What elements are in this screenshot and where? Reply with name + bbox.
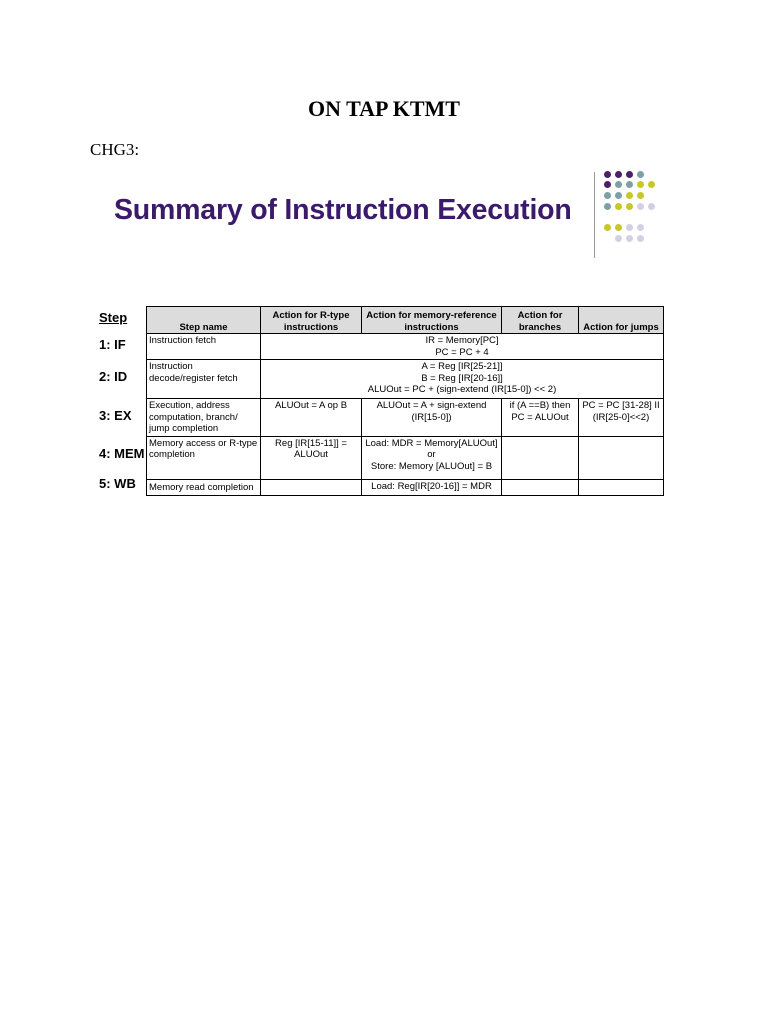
cell-step-name: Instruction decode/register fetch bbox=[147, 360, 261, 399]
deco-dot bbox=[626, 235, 633, 242]
table-row-mem bbox=[147, 436, 664, 479]
cell-wb-branch-empty bbox=[502, 479, 579, 495]
cell-line: Reg [IR[15-11]] = bbox=[275, 437, 347, 449]
cell-line: PC = PC [31-28] II bbox=[582, 400, 660, 411]
deco-dot bbox=[626, 181, 633, 188]
cell-line: A = Reg [IR[25-21]] bbox=[421, 361, 503, 372]
header-rtype: Action for R-type instructions bbox=[261, 307, 362, 334]
deco-dot bbox=[615, 181, 622, 188]
cell-wb-rtype-empty bbox=[261, 479, 362, 495]
deco-dot bbox=[615, 224, 622, 231]
table-row-id bbox=[147, 360, 664, 399]
cell-ex-jump bbox=[579, 399, 664, 437]
cell-line: IR = Memory[PC] bbox=[425, 335, 499, 346]
cell-step-name: Memory read completion bbox=[147, 479, 261, 495]
deco-dot bbox=[604, 171, 611, 178]
cell-ex-memref bbox=[362, 399, 502, 437]
cell-ex-branch bbox=[502, 399, 579, 437]
cell-line: Load: MDR = Memory[ALUOut] bbox=[365, 437, 498, 449]
header-jumps: Action for jumps bbox=[579, 307, 664, 334]
cell-line: ALUOut bbox=[294, 449, 328, 460]
cell-wb-jump-empty bbox=[579, 479, 664, 495]
cell-line: Store: Memory [ALUOut] = B bbox=[370, 460, 493, 472]
cell-wb-memref: Load: Reg[IR[20-16]] = MDR bbox=[362, 479, 502, 495]
cell-line: ALUOut = A + sign-extend bbox=[376, 400, 487, 411]
cell-if-action bbox=[261, 334, 664, 360]
step-label-ex: 3: EX bbox=[99, 408, 132, 423]
step-label-mem: 4: MEM bbox=[99, 446, 145, 461]
cell-id-action bbox=[261, 360, 664, 399]
deco-dot bbox=[615, 192, 622, 199]
step-label-if: 1: IF bbox=[99, 337, 126, 352]
step-label-wb: 5: WB bbox=[99, 476, 136, 491]
cell-line: ALUOut = PC + (sign-extend (IR[15-0]) << 2) bbox=[367, 384, 557, 395]
deco-dot bbox=[637, 192, 644, 199]
cell-mem-branch-empty bbox=[502, 436, 579, 479]
cell-line: (IR[25-0]<<2) bbox=[592, 411, 650, 423]
deco-dot bbox=[604, 224, 611, 231]
cell-step-name: Memory access or R-type completion bbox=[147, 436, 261, 479]
deco-dot bbox=[604, 192, 611, 199]
deco-dot bbox=[648, 181, 655, 188]
deco-dot bbox=[615, 203, 622, 210]
cell-mem-memref bbox=[362, 436, 502, 479]
cell-ex-rtype: ALUOut = A op B bbox=[261, 399, 362, 437]
cell-line: (IR[15-0]) bbox=[411, 411, 452, 423]
deco-dot bbox=[637, 171, 644, 178]
cell-step-name: Execution, address computation, branch/ jump completion bbox=[147, 399, 261, 437]
table-row-ex bbox=[147, 399, 664, 437]
deco-dot bbox=[648, 203, 655, 210]
deco-dot bbox=[626, 171, 633, 178]
deco-dot bbox=[626, 192, 633, 199]
cell-mem-jump-empty bbox=[579, 436, 664, 479]
deco-dot bbox=[604, 203, 611, 210]
step-label-id: 2: ID bbox=[99, 369, 128, 384]
cell-line: PC = PC + 4 bbox=[435, 346, 489, 358]
document-title: ON TAP KTMT bbox=[308, 96, 460, 121]
cell-step-name: Instruction fetch bbox=[147, 334, 261, 360]
header-memory-reference: Action for memory-reference instructions bbox=[362, 307, 502, 334]
deco-dot bbox=[637, 224, 644, 231]
table-row-if bbox=[147, 334, 664, 360]
slide-heading: Summary of Instruction Execution bbox=[114, 194, 572, 226]
deco-dot bbox=[615, 171, 622, 178]
cell-line: or bbox=[427, 449, 436, 460]
deco-dot bbox=[615, 235, 622, 242]
table-row-wb bbox=[147, 479, 664, 495]
header-branches: Action for branches bbox=[502, 307, 579, 334]
cell-mem-rtype bbox=[261, 436, 362, 479]
deco-dot bbox=[637, 235, 644, 242]
decorative-divider-line bbox=[594, 172, 595, 258]
decorative-dot-grid bbox=[604, 171, 664, 247]
table-header-row bbox=[147, 307, 664, 334]
cell-line: if (A ==B) then bbox=[509, 400, 571, 411]
cell-line: B = Reg [IR[20-16]] bbox=[421, 372, 503, 384]
instruction-summary-table bbox=[146, 306, 664, 496]
deco-dot bbox=[637, 203, 644, 210]
step-column-header: Step bbox=[99, 310, 128, 325]
header-step-name: Step name bbox=[147, 307, 261, 334]
deco-dot bbox=[637, 181, 644, 188]
cell-line: PC = ALUOut bbox=[511, 411, 569, 423]
section-label: CHG3: bbox=[90, 140, 140, 159]
deco-dot bbox=[604, 181, 611, 188]
deco-dot bbox=[626, 224, 633, 231]
deco-dot bbox=[626, 203, 633, 210]
